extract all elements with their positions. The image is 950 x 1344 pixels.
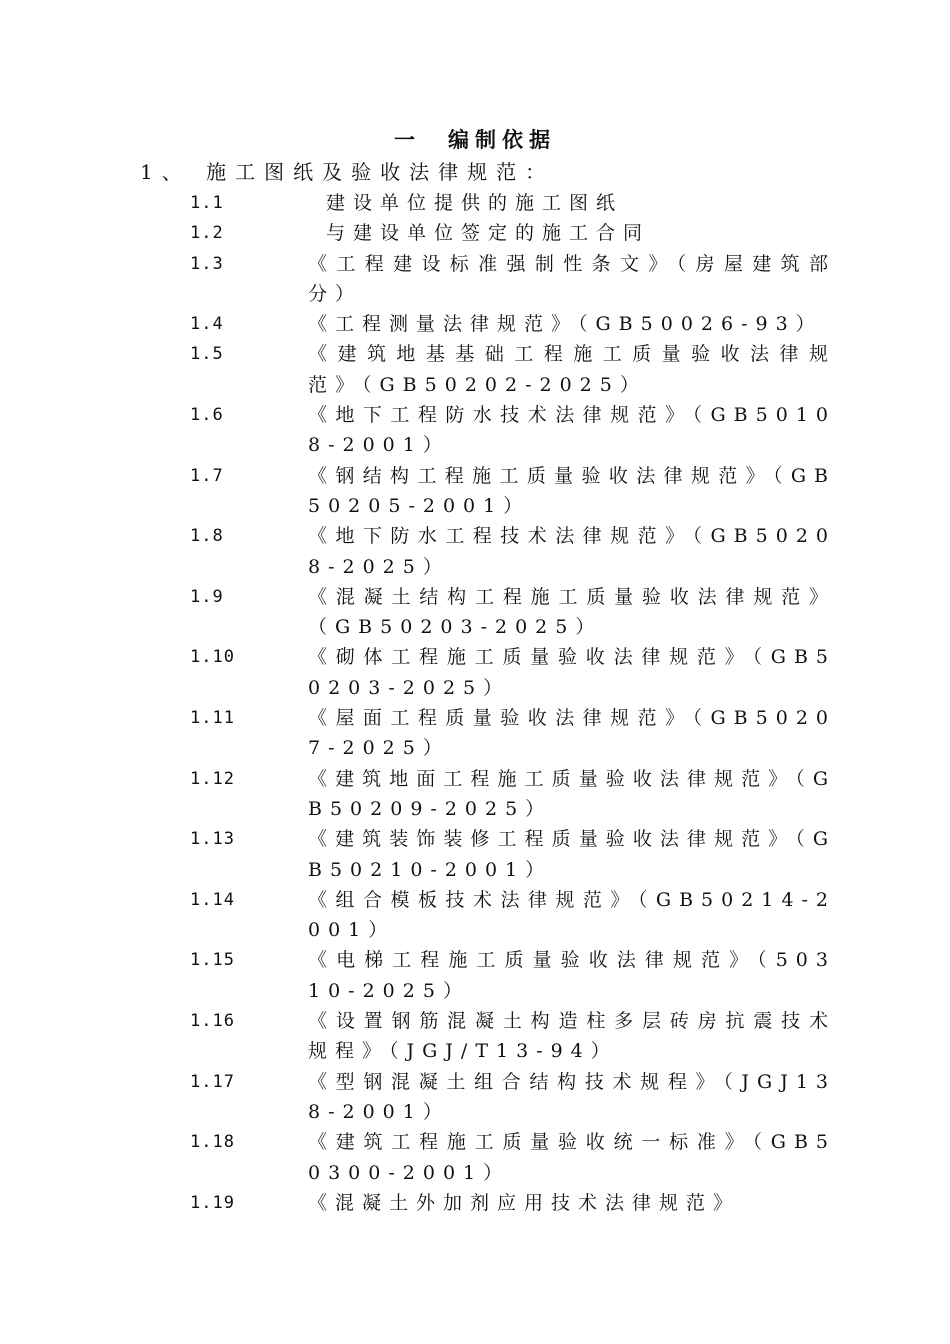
item-text: 《建筑装饰装修工程质量验收法律规范》（GB50210-2001） xyxy=(308,828,836,881)
list-item xyxy=(190,188,850,218)
item-number: 1.13 xyxy=(190,829,235,850)
list-item xyxy=(190,1127,850,1188)
item-text: 《混凝土结构工程施工质量验收法律规范》（GB50203-2025） xyxy=(308,585,836,639)
item-text: 《地下防水工程技术法律规范》（GB50208-2025） xyxy=(308,525,836,578)
list-item xyxy=(190,885,850,946)
item-number: 1.2 xyxy=(190,223,224,244)
list-item xyxy=(190,945,850,1006)
item-number: 1.12 xyxy=(190,768,235,789)
item-text: 《建筑地面工程施工质量验收法律规范》（GB50209-2025） xyxy=(308,767,836,820)
item-number: 1.9 xyxy=(190,586,224,607)
list-item xyxy=(190,461,850,522)
item-number: 1.1 xyxy=(190,193,224,213)
item-text: 《型钢混凝土组合结构技术规程》（JGJ138-2001） xyxy=(308,1070,836,1123)
list-item xyxy=(190,249,850,310)
list-item xyxy=(190,339,850,400)
item-number: 1.3 xyxy=(190,253,224,274)
item-number: 1.14 xyxy=(190,889,235,910)
item-number: 1.11 xyxy=(190,708,235,729)
item-text: 《屋面工程质量验收法律规范》（GB50207-2025） xyxy=(308,707,836,760)
list-item xyxy=(190,521,850,582)
item-text: 《电梯工程施工质量验收法律规范》（50310-2025） xyxy=(308,949,836,1002)
item-text: 《工程测量法律规范》（GB50026-93） xyxy=(308,313,823,336)
list-item xyxy=(190,582,850,643)
item-number: 1.17 xyxy=(190,1071,235,1092)
item-number: 1.15 xyxy=(190,950,235,971)
document-title: 一 编制依据 xyxy=(394,127,556,152)
item-text: 《砌体工程施工质量验收法律规范》（GB50203-2025） xyxy=(308,646,836,699)
list-item xyxy=(190,703,850,764)
item-text: 《建筑工程施工质量验收统一标准》（GB50300-2001） xyxy=(308,1131,836,1184)
item-number: 1.4 xyxy=(190,314,224,335)
item-text: 《钢结构工程施工质量验收法律规范》（GB50205-2001） xyxy=(308,464,836,517)
list-item xyxy=(190,309,850,339)
section-heading: 1、 施工图纸及验收法律规范： xyxy=(140,160,555,184)
list-item xyxy=(190,764,850,825)
item-text: 《组合模板技术法律规范》（GB50214-2001） xyxy=(308,888,836,942)
list-item xyxy=(190,218,850,248)
item-text: 《地下工程防水技术法律规范》（GB50108-2001） xyxy=(308,404,836,457)
item-number: 1.7 xyxy=(190,465,224,486)
item-number: 1.5 xyxy=(190,344,224,365)
item-text: 建设单位提供的施工图纸 xyxy=(326,192,624,214)
list-item xyxy=(190,642,850,703)
list-item xyxy=(190,400,850,461)
item-number: 1.6 xyxy=(190,405,224,426)
item-number: 1.10 xyxy=(190,647,235,668)
item-number: 1.18 xyxy=(190,1132,235,1153)
item-text: 与建设单位签定的施工合同 xyxy=(326,222,651,245)
item-text: 《设置钢筋混凝土构造柱多层砖房抗震技术规程》（JGJ/T13-94） xyxy=(308,1010,836,1063)
item-text: 《工程建设标准强制性条文》（房屋建筑部分） xyxy=(308,252,836,305)
item-text: 《混凝土外加剂应用技术法律规范》 xyxy=(308,1191,741,1214)
list-item xyxy=(190,1188,850,1218)
list-item xyxy=(190,1006,850,1067)
item-text: 《建筑地基基础工程施工质量验收法律规范》（GB50202-2025） xyxy=(308,343,836,396)
regulation-list xyxy=(190,188,850,1218)
item-number: 1.16 xyxy=(190,1011,235,1032)
list-item xyxy=(190,1067,850,1128)
list-item xyxy=(190,824,850,885)
item-number: 1.8 xyxy=(190,526,224,547)
item-number: 1.19 xyxy=(190,1192,235,1213)
